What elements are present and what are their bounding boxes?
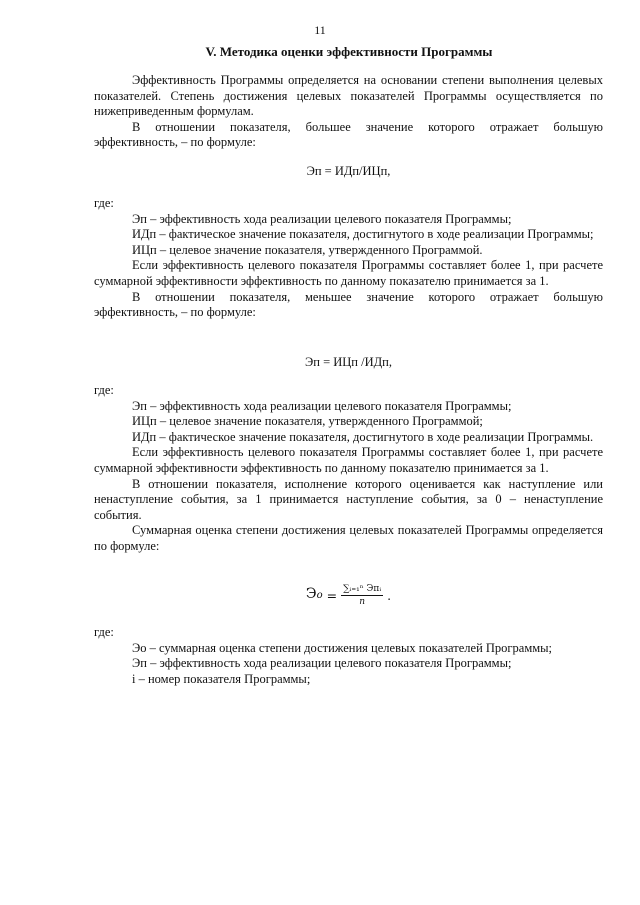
formula-2 <box>94 355 603 371</box>
text-block-3 <box>94 383 603 555</box>
formula-denominator: n <box>359 597 366 607</box>
formula-end: . <box>387 587 392 603</box>
formula-1 <box>94 164 603 180</box>
paragraph-greater-value: В отношении показателя, большее значение которого отражает большую эффективность, – по формуле: <box>94 119 603 150</box>
section-title: V. Методика оценки эффективности Программы <box>205 44 493 59</box>
formula-summary <box>94 584 603 607</box>
formula-3 <box>94 584 603 607</box>
formula-fraction <box>341 584 383 607</box>
formula-inverse: Эп = ИЦп /ИДп, <box>305 355 392 369</box>
text-block-2 <box>94 196 603 321</box>
paragraph-summary: Суммарная оценка степени достижения целевых показателей Программы определяется по формуле: <box>94 523 603 553</box>
where-label: где: <box>94 383 114 397</box>
where-label: где: <box>94 196 114 210</box>
paragraph-cap-rule: Если эффективность целевого показателя Программы составляет более 1, при расчете суммарной эффективности эффективность по данному показателю принимается за 1. <box>94 258 603 288</box>
formula-numerator: ∑ᵢ₌₁ⁿ Эпᵢ <box>343 584 382 594</box>
text-block-4 <box>94 625 603 687</box>
where-label: где: <box>94 625 114 639</box>
definition-ep: Эп – эффективность хода реализации целевого показателя Программы; <box>132 656 512 671</box>
formula-lhs: Эо <box>305 586 323 603</box>
definition-idp: ИДп – фактическое значение показателя, достигнутого в ходе реализации Программы. <box>132 429 594 444</box>
paragraph-cap-rule: Если эффективность целевого показателя Программы составляет более 1, при расчете суммарной эффективности эффективность по данному показателю принимается за 1. <box>94 445 603 475</box>
definition-ep: Эп – эффективность хода реализации целевого показателя Программы; <box>132 211 512 226</box>
definition-icp: ИЦп – целевое значение показателя, утвержденного Программой. <box>132 242 483 257</box>
paragraph-smaller-value: В отношении показателя, меньшее значение которого отражает большую эффективность, – по формуле: <box>94 289 603 320</box>
definition-ep: Эп – эффективность хода реализации целевого показателя Программы; <box>132 398 512 413</box>
definition-i: i – номер показателя Программы; <box>132 671 311 686</box>
text-block-1 <box>94 73 603 151</box>
definition-eo: Эо – суммарная оценка степени достижения целевых показателей Программы; <box>132 640 553 655</box>
definition-idp: ИДп – фактическое значение показателя, достигнутого в ходе реализации Программы; <box>132 227 594 242</box>
page-number: 11 <box>314 23 326 37</box>
paragraph-event: В отношении показателя, исполнение которого оценивается как наступление или ненаступление события, за 1 принимается наступление события, за 0 – ненаступление события. <box>94 476 603 522</box>
definition-icp: ИЦп – целевое значение показателя, утвержденного Программой; <box>132 414 483 429</box>
formula-direct: Эп = ИДп/ИЦп, <box>306 164 391 178</box>
formula-equals: = <box>326 587 338 603</box>
paragraph-efficiency-intro: Эффективность Программы определяется на основании степени выполнения целевых показателей. Степень достижения целевых показателей Программы осуществляется по нижеприведенным формулам. <box>94 73 603 119</box>
